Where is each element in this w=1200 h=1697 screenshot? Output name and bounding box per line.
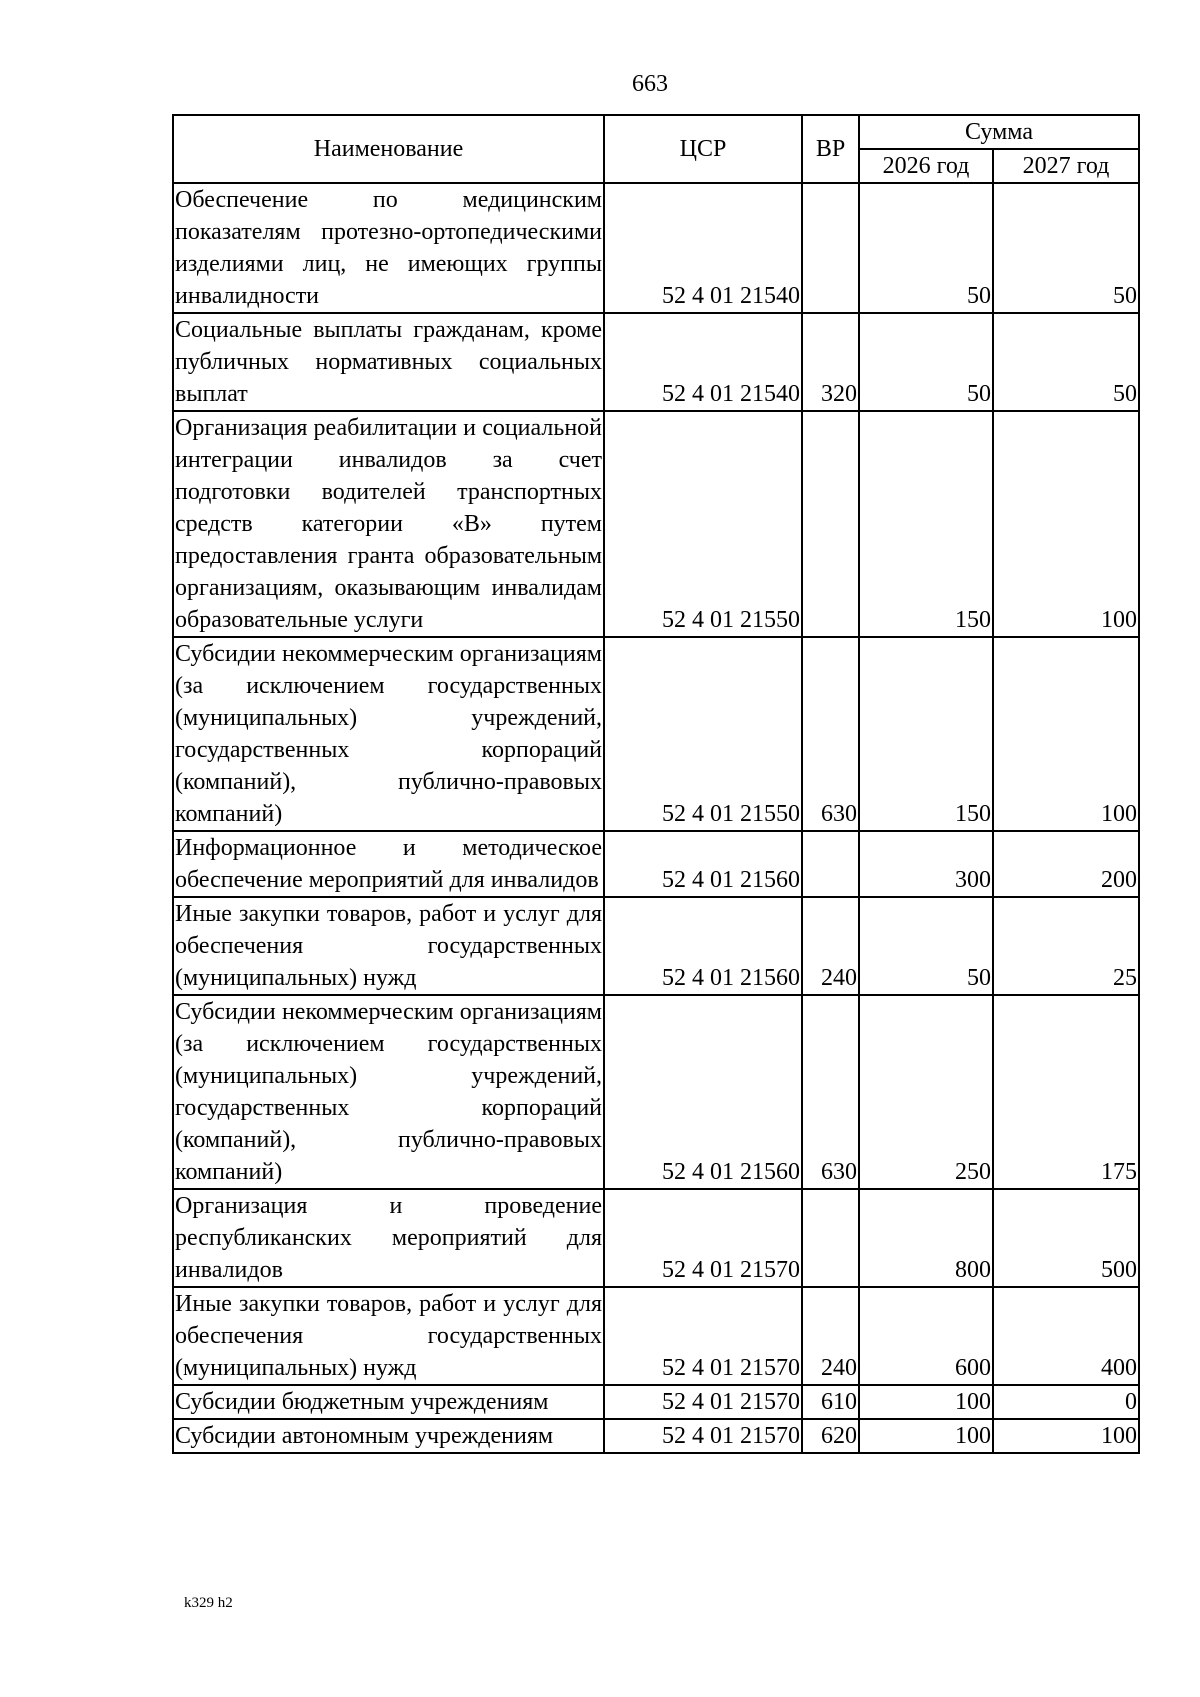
row-amount-2027: 0 <box>993 1385 1139 1419</box>
table-row <box>173 183 1139 313</box>
budget-table <box>172 114 1140 1454</box>
row-csr: 52 4 01 21570 <box>604 1287 802 1385</box>
table-row <box>173 1189 1139 1287</box>
row-name: Организация реабилитации и социальной интеграции инвалидов за счет подготовки водителей транспортных средств категории «В» путем предоставления гранта образовательным организациям, оказывающим инвалидам образовательные услуги <box>173 411 604 637</box>
row-amount-2027: 100 <box>993 637 1139 831</box>
row-amount-2027: 200 <box>993 831 1139 897</box>
table-row <box>173 1287 1139 1385</box>
row-amount-2026: 250 <box>859 995 993 1189</box>
row-name: Субсидии бюджетным учреждениям <box>173 1385 604 1419</box>
row-vr <box>802 1189 859 1287</box>
row-amount-2027: 100 <box>993 411 1139 637</box>
row-csr: 52 4 01 21540 <box>604 313 802 411</box>
table-row <box>173 831 1139 897</box>
row-name: Субсидии некоммерческим организациям (за исключением государственных (муниципальных) учреждений, государственных корпораций (компаний), публично-правовых компаний) <box>173 637 604 831</box>
table-row <box>173 1419 1139 1453</box>
table-row <box>173 897 1139 995</box>
row-amount-2027: 500 <box>993 1189 1139 1287</box>
row-vr: 620 <box>802 1419 859 1453</box>
page-number: 663 <box>632 71 668 97</box>
header-year-2026: 2026 год <box>859 149 993 183</box>
table-body <box>173 183 1139 1453</box>
row-csr: 52 4 01 21550 <box>604 411 802 637</box>
row-amount-2026: 800 <box>859 1189 993 1287</box>
row-name: Иные закупки товаров, работ и услуг для обеспечения государственных (муниципальных) нужд <box>173 1287 604 1385</box>
row-amount-2027: 175 <box>993 995 1139 1189</box>
header-year-2027: 2027 год <box>993 149 1139 183</box>
row-name: Организация и проведение республиканских мероприятий для инвалидов <box>173 1189 604 1287</box>
footer-code: k329 h2 <box>184 1595 233 1611</box>
row-vr: 630 <box>802 637 859 831</box>
row-vr <box>802 183 859 313</box>
row-name: Субсидии некоммерческим организациям (за исключением государственных (муниципальных) учреждений, государственных корпораций (компаний), публично-правовых компаний) <box>173 995 604 1189</box>
row-name: Иные закупки товаров, работ и услуг для обеспечения государственных (муниципальных) нужд <box>173 897 604 995</box>
row-name: Информационное и методическое обеспечение мероприятий для инвалидов <box>173 831 604 897</box>
row-csr: 52 4 01 21540 <box>604 183 802 313</box>
row-amount-2027: 50 <box>993 313 1139 411</box>
row-csr: 52 4 01 21560 <box>604 897 802 995</box>
row-csr: 52 4 01 21560 <box>604 831 802 897</box>
table-row <box>173 411 1139 637</box>
row-amount-2026: 50 <box>859 183 993 313</box>
row-amount-2026: 100 <box>859 1385 993 1419</box>
row-csr: 52 4 01 21560 <box>604 995 802 1189</box>
row-amount-2026: 50 <box>859 313 993 411</box>
row-amount-2027: 50 <box>993 183 1139 313</box>
table-row <box>173 995 1139 1189</box>
row-amount-2026: 150 <box>859 637 993 831</box>
row-vr: 320 <box>802 313 859 411</box>
row-vr <box>802 411 859 637</box>
table-row <box>173 1385 1139 1419</box>
row-amount-2026: 100 <box>859 1419 993 1453</box>
row-amount-2026: 150 <box>859 411 993 637</box>
row-vr <box>802 831 859 897</box>
row-name: Обеспечение по медицинским показателям протезно-ортопедическими изделиями лиц, не имеющих группы инвалидности <box>173 183 604 313</box>
header-vr: ВР <box>802 115 859 183</box>
row-amount-2026: 600 <box>859 1287 993 1385</box>
row-vr: 610 <box>802 1385 859 1419</box>
row-amount-2027: 25 <box>993 897 1139 995</box>
table-row <box>173 637 1139 831</box>
row-csr: 52 4 01 21550 <box>604 637 802 831</box>
row-name: Субсидии автономным учреждениям <box>173 1419 604 1453</box>
header-sum: Сумма <box>859 115 1139 149</box>
row-amount-2027: 100 <box>993 1419 1139 1453</box>
header-csr: ЦСР <box>604 115 802 183</box>
header-row-top <box>173 115 1139 149</box>
row-amount-2027: 400 <box>993 1287 1139 1385</box>
header-name: Наименование <box>173 115 604 183</box>
table-row <box>173 313 1139 411</box>
row-vr: 240 <box>802 1287 859 1385</box>
row-csr: 52 4 01 21570 <box>604 1189 802 1287</box>
row-csr: 52 4 01 21570 <box>604 1419 802 1453</box>
row-amount-2026: 50 <box>859 897 993 995</box>
row-name: Социальные выплаты гражданам, кроме публичных нормативных социальных выплат <box>173 313 604 411</box>
table-header <box>173 115 1139 183</box>
row-vr: 630 <box>802 995 859 1189</box>
row-vr: 240 <box>802 897 859 995</box>
row-amount-2026: 300 <box>859 831 993 897</box>
row-csr: 52 4 01 21570 <box>604 1385 802 1419</box>
